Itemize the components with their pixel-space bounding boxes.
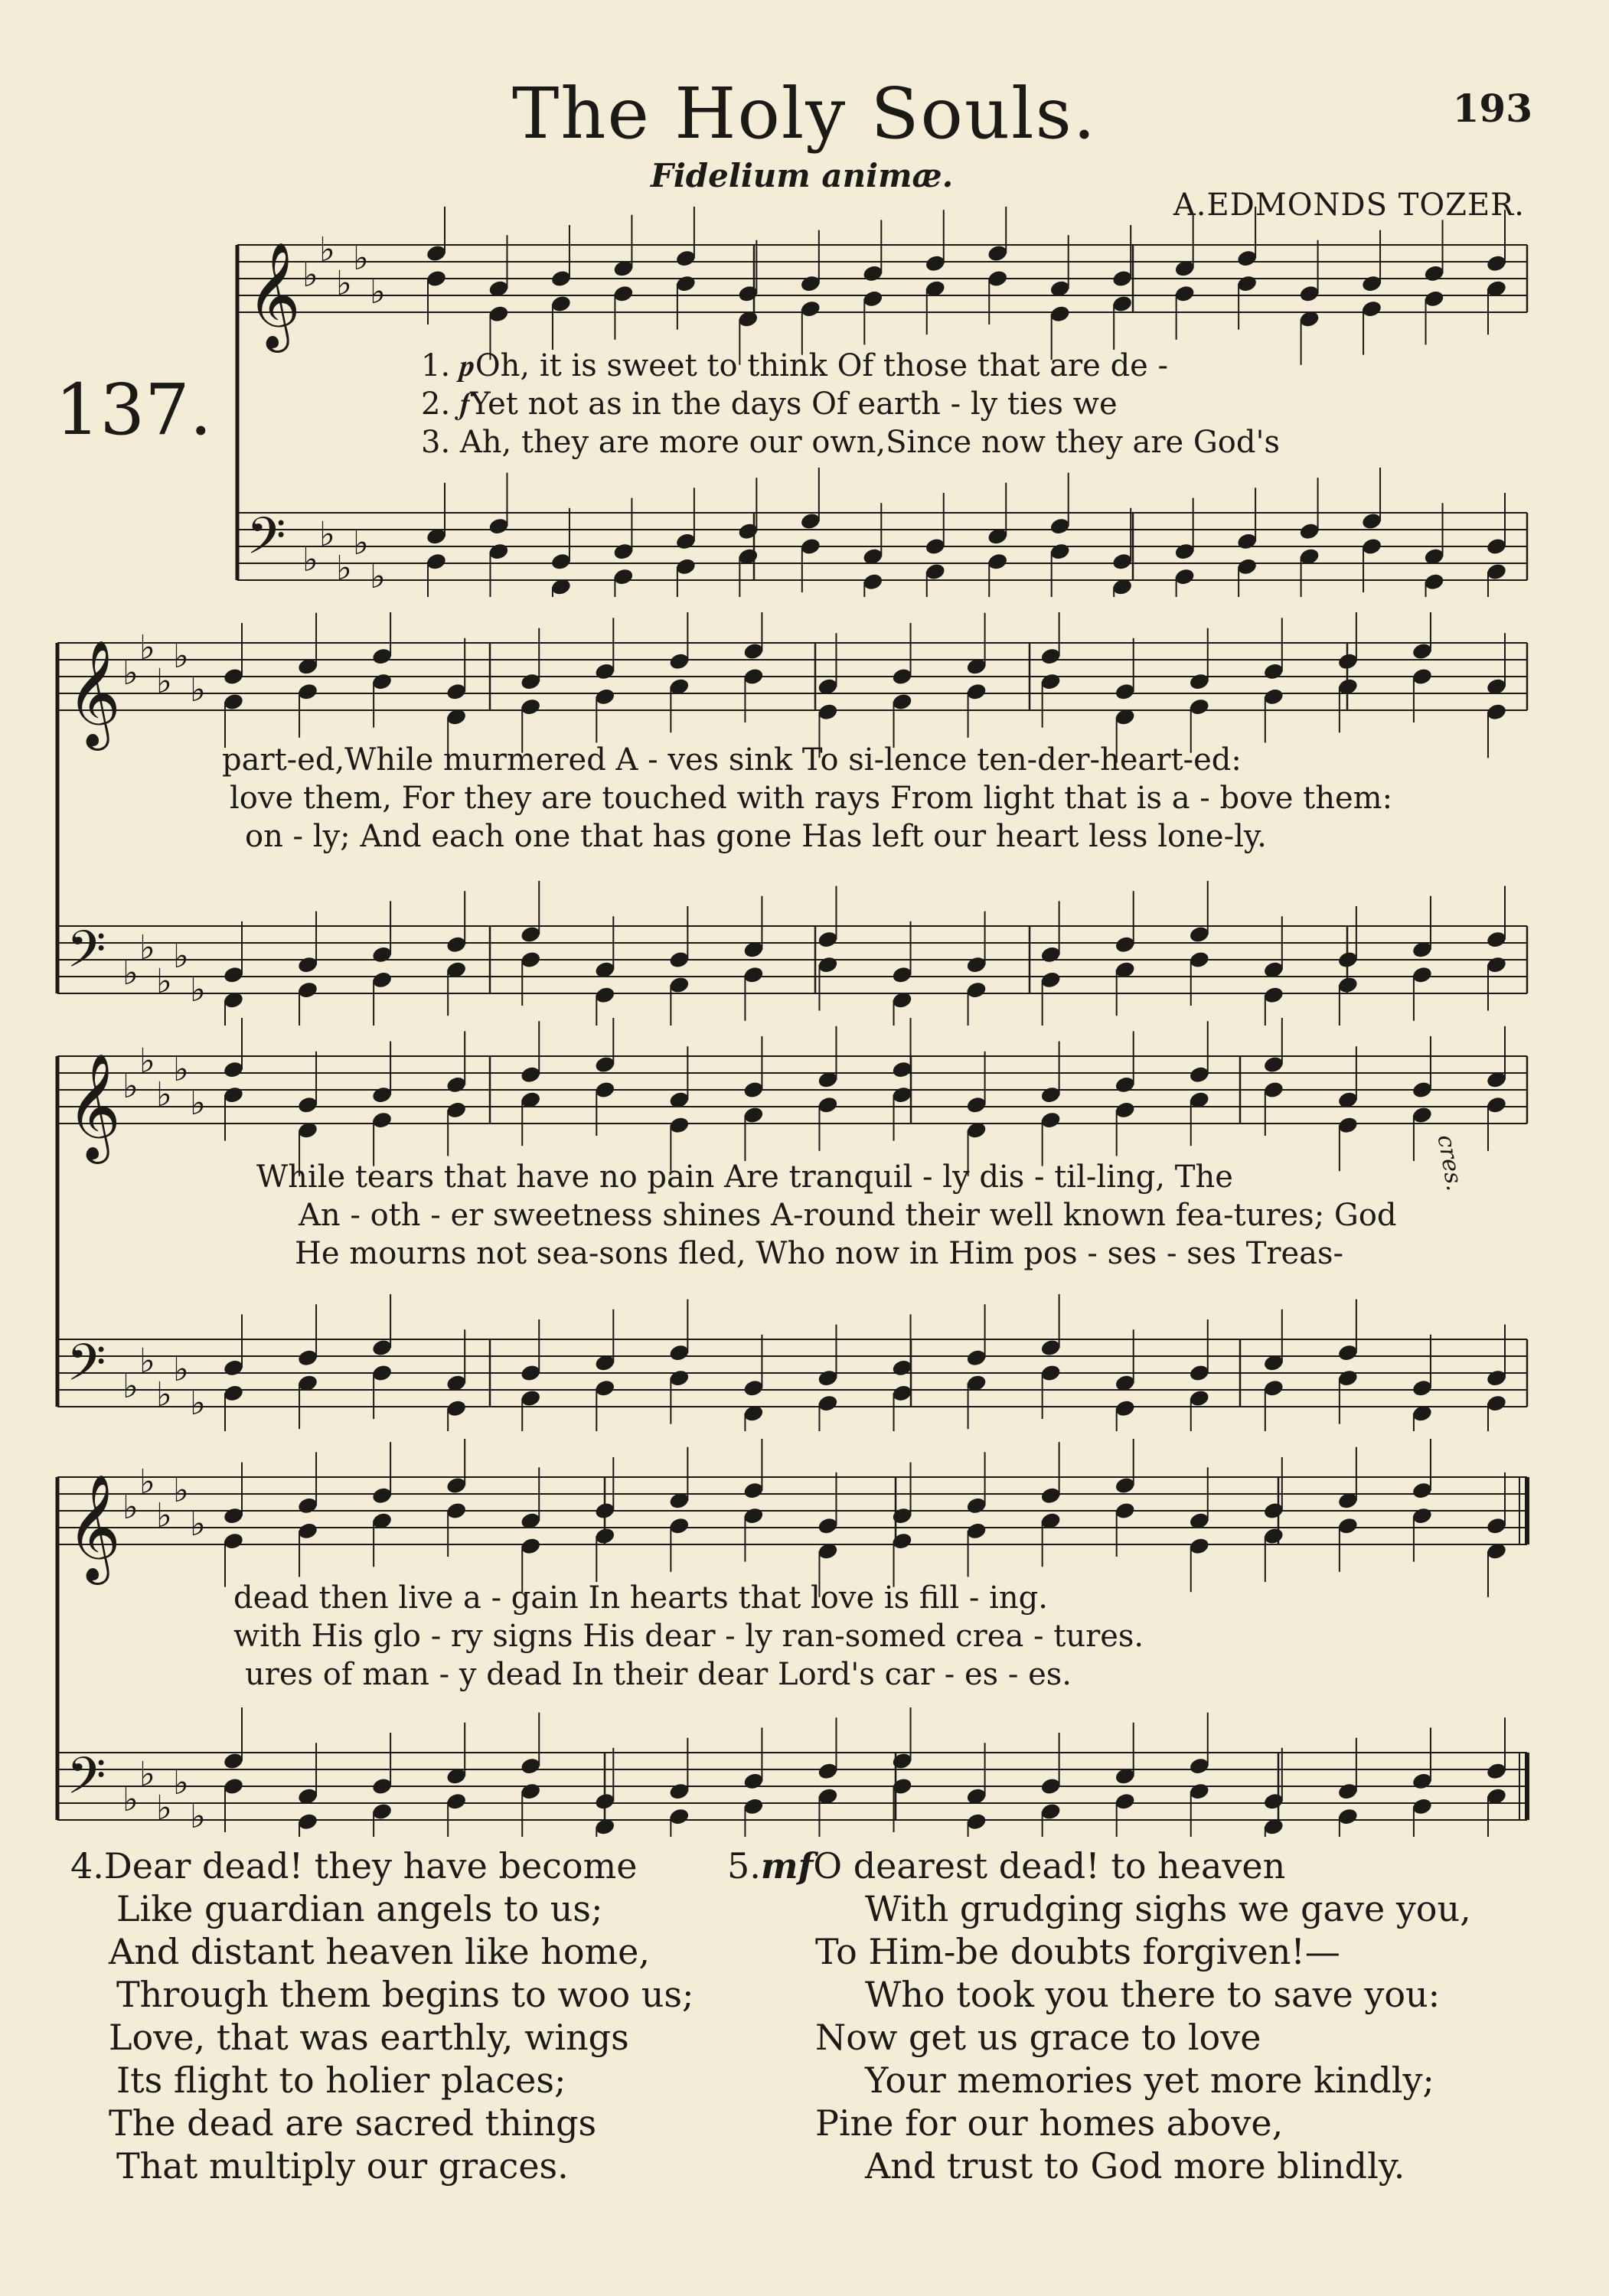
lyric-line: 1. 𝆏Oh, it is sweet to think Of those that are de - xyxy=(421,348,1169,383)
bass-clef-icon: 𝄢 xyxy=(246,507,286,578)
lyric-line: 3. Ah, they are more our own,Since now they are God's xyxy=(421,425,1281,460)
lyric-line: He mourns not sea-sons fled, Who now in Him pos - ses - ses Treas- xyxy=(295,1236,1344,1271)
hymn-subtitle: Fidelium animæ. xyxy=(651,157,954,194)
flat-icon: ♭ xyxy=(190,970,206,1009)
bass-clef-icon: 𝄢 xyxy=(67,1746,106,1818)
verse-line: 5.mfO dearest dead! to heaven xyxy=(727,1845,1286,1887)
music-system-4 xyxy=(0,1439,1609,1837)
flat-icon: ♭ xyxy=(139,1755,155,1794)
flat-icon: ♭ xyxy=(173,1350,189,1389)
treble-clef-icon: 𝄞 xyxy=(67,1474,121,1580)
verse-line: To Him-be doubts forgiven!— xyxy=(815,1931,1340,1972)
composer-credit: A.EDMONDS TOZER. xyxy=(1173,188,1525,223)
lyric-line: While tears that have no pain Are tranquil - ly dis - til-ling, The xyxy=(256,1159,1233,1195)
flat-icon: ♭ xyxy=(139,1342,155,1381)
page-number: 193 xyxy=(1452,86,1532,131)
treble-clef-icon: 𝄞 xyxy=(67,640,121,746)
verse-line: With grudging sighs we gave you, xyxy=(865,1888,1471,1929)
flat-icon: ♭ xyxy=(156,962,172,1001)
verse-number: 5. xyxy=(727,1845,761,1887)
verse-line: That multiply our graces. xyxy=(116,2145,569,2187)
flat-icon: ♭ xyxy=(122,1780,139,1819)
lyric-line: An - oth - er sweetness shines A-round their well known fea-tures; God xyxy=(299,1198,1397,1233)
flat-icon: ♭ xyxy=(122,1488,139,1527)
flat-icon: ♭ xyxy=(190,1384,206,1423)
music-system-3 xyxy=(0,1018,1609,1431)
hymn-title: The Holy Souls. xyxy=(511,73,1098,155)
verse-5 xyxy=(727,1844,1471,2187)
flat-icon: ♭ xyxy=(122,1067,139,1106)
flat-icon: ♭ xyxy=(173,937,189,976)
lyric-line: part-ed,While murmered A - ves sink To si-lence ten-der-heart-ed: xyxy=(222,742,1242,778)
flat-icon: ♭ xyxy=(156,662,172,701)
music-system-1 xyxy=(0,207,1609,597)
verse-line: Now get us grace to love xyxy=(815,2017,1261,2058)
verse-line: Who took you there to save you: xyxy=(865,1974,1441,2015)
lyric-line: 2. 𝆑Yet not as in the days Of earth - ly ties we xyxy=(421,386,1118,422)
verse-line: Its flight to holier places; xyxy=(116,2060,566,2101)
flat-icon: ♭ xyxy=(302,540,318,579)
flat-icon: ♭ xyxy=(156,1789,172,1828)
flat-icon: ♭ xyxy=(336,264,352,303)
treble-clef-icon: 𝄞 xyxy=(246,242,301,348)
flat-icon: ♭ xyxy=(139,1042,155,1081)
flat-icon: ♭ xyxy=(190,1084,206,1123)
lyric-line: ures of man - y dead In their dear Lord's car - es - es. xyxy=(245,1657,1072,1692)
verse-line: Pine for our homes above, xyxy=(815,2102,1284,2144)
lyric-line: love them, For they are touched with rays From light that is a - bove them: xyxy=(230,781,1393,816)
flat-icon: ♭ xyxy=(173,1763,189,1802)
flat-icon: ♭ xyxy=(139,928,155,967)
flat-icon: ♭ xyxy=(353,523,369,563)
flat-icon: ♭ xyxy=(370,272,386,311)
flat-icon: ♭ xyxy=(190,670,206,709)
verse-line: The dead are sacred things xyxy=(109,2102,597,2144)
lyric-line: dead then live a - gain In hearts that love is fill - ing. xyxy=(233,1580,1048,1616)
flat-icon: ♭ xyxy=(302,256,318,295)
verse-line: 4.Dear dead! they have become xyxy=(70,1845,638,1887)
verse-line: Love, that was earthly, wings xyxy=(109,2017,629,2058)
verse-number: 4. xyxy=(70,1845,104,1887)
hymn-number: 137. xyxy=(55,369,212,451)
verse-line: Your memories yet more kindly; xyxy=(865,2060,1434,2101)
flat-icon: ♭ xyxy=(319,230,335,269)
verse-line: Through them begins to woo us; xyxy=(116,1974,694,2015)
lyric-line: with His glo - ry signs His dear - ly ran-somed crea - tures. xyxy=(233,1619,1144,1654)
verse-line: Like guardian angels to us; xyxy=(116,1888,603,1929)
flat-icon: ♭ xyxy=(122,1367,139,1406)
verse-line: And distant heaven like home, xyxy=(109,1931,650,1972)
flat-icon: ♭ xyxy=(156,1375,172,1414)
flat-icon: ♭ xyxy=(353,239,369,278)
cresc-marking: cres. xyxy=(1431,1133,1468,1193)
flat-icon: ♭ xyxy=(190,1505,206,1544)
flat-icon: ♭ xyxy=(190,1797,206,1836)
flat-icon: ♭ xyxy=(319,515,335,554)
flat-icon: ♭ xyxy=(173,637,189,676)
flat-icon: ♭ xyxy=(139,1463,155,1502)
flat-icon: ♭ xyxy=(139,628,155,667)
bass-clef-icon: 𝄢 xyxy=(67,920,106,991)
treble-clef-icon: 𝄞 xyxy=(67,1053,121,1159)
flat-icon: ♭ xyxy=(156,1075,172,1114)
flat-icon: ♭ xyxy=(173,1471,189,1510)
bass-clef-icon: 𝄢 xyxy=(67,1333,106,1404)
flat-icon: ♭ xyxy=(370,557,386,596)
music-system-2 xyxy=(0,612,1609,1026)
flat-icon: ♭ xyxy=(156,1496,172,1535)
verse-line: And trust to God more blindly. xyxy=(865,2145,1405,2187)
verse-4 xyxy=(70,1844,694,2187)
lyric-line: on - ly; And each one that has gone Has left our heart less lone-ly. xyxy=(245,819,1267,854)
dynamic-mark: mf xyxy=(760,1845,814,1887)
flat-icon: ♭ xyxy=(122,954,139,993)
flat-icon: ♭ xyxy=(336,549,352,588)
flat-icon: ♭ xyxy=(122,654,139,693)
flat-icon: ♭ xyxy=(173,1050,189,1089)
